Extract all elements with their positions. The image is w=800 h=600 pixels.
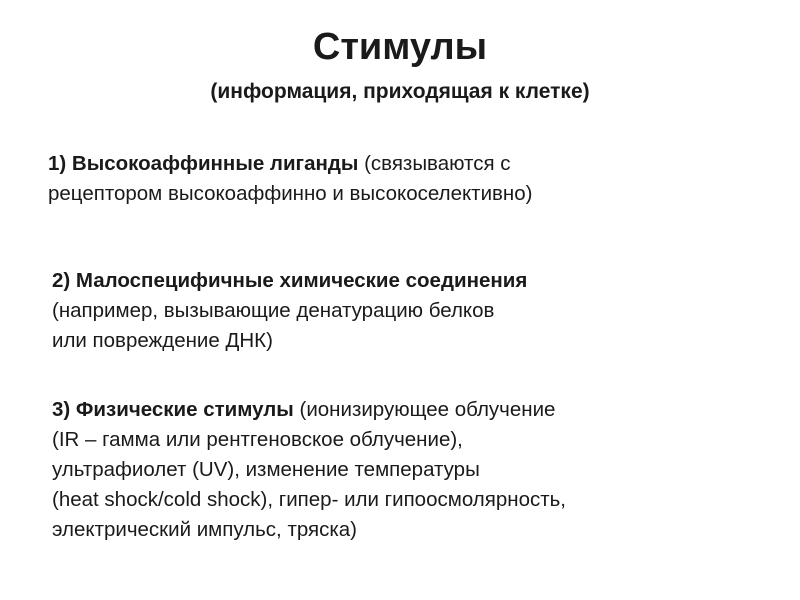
slide-title: Стимулы bbox=[312, 26, 488, 68]
item-text-line: электрический импульс, тряска) bbox=[52, 518, 357, 541]
item-text-line: ультрафиолет (UV), изменение температуры bbox=[52, 458, 480, 481]
item-heading: 3) Физические стимулы bbox=[52, 398, 294, 421]
item-heading-rest: (связываются с bbox=[358, 152, 511, 175]
item-heading: 2) Малоспецифичные химические соединения bbox=[52, 269, 528, 292]
item-text-line: или повреждение ДНК) bbox=[52, 329, 273, 352]
item-text-line: рецептором высокоаффинно и высокоселективно) bbox=[48, 182, 533, 205]
stimulus-item-1 bbox=[48, 149, 532, 209]
item-first-line bbox=[48, 149, 532, 179]
item-heading-rest: (ионизирующее облучение bbox=[293, 398, 556, 421]
item-first-line bbox=[52, 395, 566, 425]
item-heading: 1) Высокоаффинные лиганды bbox=[48, 152, 359, 175]
stimulus-item-2 bbox=[52, 266, 527, 356]
item-text-line: (heat shock/cold shock), гипер- или гипоосмолярность, bbox=[52, 488, 566, 511]
slide-subtitle: (информация, приходящая к клетке) bbox=[210, 80, 590, 103]
item-text-line: (например, вызывающие денатурацию белков bbox=[52, 299, 495, 322]
item-text-line: (IR – гамма или рентгеновское облучение), bbox=[52, 428, 463, 451]
stimulus-item-3 bbox=[52, 395, 566, 545]
item-first-line bbox=[52, 266, 527, 296]
